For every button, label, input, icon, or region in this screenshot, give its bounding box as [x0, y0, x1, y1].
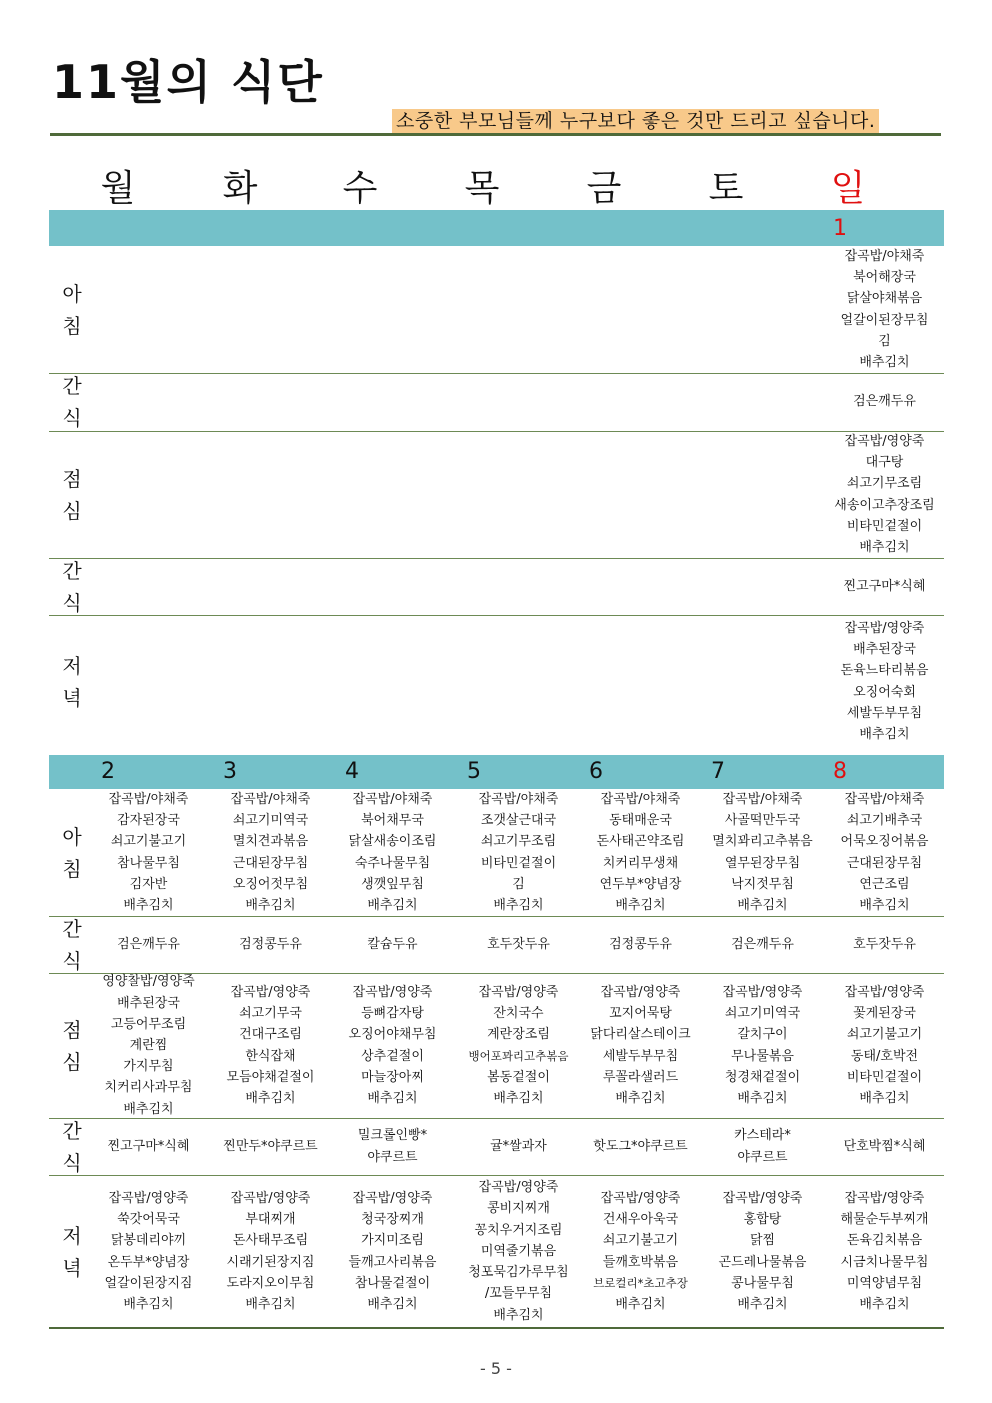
menu-item: 배추김치 — [859, 539, 910, 555]
menu-cell-breakfast — [700, 789, 825, 916]
menu-item: 부대찌개 — [245, 1212, 296, 1228]
meal-label-char: 간 — [62, 1118, 82, 1143]
menu-item: 쇠고기불고기 — [602, 1233, 679, 1249]
menu-item: 대구탕 — [865, 455, 904, 471]
menu-cell-snack2 — [822, 558, 947, 615]
menu-item: 세발두부무침 — [846, 705, 923, 721]
menu-item: 등뼈감자탕 — [361, 1006, 424, 1022]
menu-item: 배추김치 — [245, 897, 296, 913]
menu-item: 생깻잎무침 — [361, 876, 424, 892]
menu-item: 배추김치 — [859, 1296, 910, 1312]
menu-item: 쇠고기미역국 — [232, 813, 309, 829]
menu-item: 도라지오이무침 — [226, 1275, 315, 1291]
menu-item: 어묵오징어볶음 — [840, 834, 929, 850]
menu-item: 김 — [878, 333, 891, 349]
menu-item: 루꼴라샐러드 — [602, 1069, 679, 1085]
menu-item: 오징어야채무침 — [348, 1027, 437, 1043]
menu-item: 봄동겉절이 — [487, 1069, 550, 1085]
menu-cell-breakfast — [86, 789, 211, 916]
weekday-header: 일 — [830, 168, 866, 209]
menu-item: 배추김치 — [245, 1090, 296, 1106]
menu-item: 잡곡밥/영양죽 — [844, 433, 925, 449]
menu-cell-breakfast — [456, 789, 581, 916]
menu-item: 잡곡밥/야채죽 — [108, 791, 189, 807]
menu-item: 배추김치 — [245, 1296, 296, 1312]
menu-item: 세발두부무침 — [602, 1048, 679, 1064]
menu-item: 청국장찌개 — [361, 1212, 424, 1228]
menu-item: 시래기된장지짐 — [226, 1254, 315, 1270]
menu-item: 홍합탕 — [743, 1212, 782, 1228]
menu-item: 한식잡채 — [245, 1048, 296, 1064]
menu-item: 쇠고기불고기 — [110, 834, 187, 850]
meal-label-char: 저 — [62, 653, 82, 678]
meal-label-char: 심 — [62, 1049, 82, 1074]
menu-item: 오징어젓무침 — [232, 876, 309, 892]
menu-item: 꽁치우거지조림 — [474, 1222, 563, 1238]
menu-item: 핫도그*야쿠르트 — [593, 1138, 688, 1154]
menu-item: 찐고구마*식혜 — [107, 1138, 190, 1154]
menu-item: 숙주나물무침 — [354, 855, 431, 871]
menu-item: 귤*쌀과자 — [490, 1138, 547, 1154]
menu-item: 잡곡밥/영양죽 — [230, 984, 311, 1000]
menu-cell-snack2 — [700, 1118, 825, 1175]
menu-item: 영양찰밥/영양죽 — [102, 974, 195, 990]
menu-item: 쇠고기무조림 — [846, 476, 923, 492]
menu-item: 검정콩두유 — [609, 936, 672, 952]
menu-item: 배추김치 — [615, 897, 666, 913]
menu-item: 연근조림 — [859, 876, 910, 892]
meal-label-char: 간 — [62, 558, 82, 583]
menu-item: 배추김치 — [123, 897, 174, 913]
menu-cell-dinner — [330, 1175, 455, 1328]
menu-item: 근대된장무침 — [232, 855, 309, 871]
menu-item: 야쿠르트 — [367, 1149, 418, 1165]
menu-item: 배추김치 — [859, 726, 910, 742]
meal-label-char: 식 — [62, 1150, 82, 1175]
menu-item: 닭살새송이조림 — [348, 834, 437, 850]
menu-item: 찐고구마*식혜 — [843, 578, 926, 594]
menu-item: 브로컬리*초고추장 — [593, 1275, 688, 1290]
date-number: 7 — [711, 759, 725, 784]
date-number: 8 — [833, 759, 847, 784]
menu-item: 야쿠르트 — [737, 1149, 788, 1165]
menu-cell-breakfast — [578, 789, 703, 916]
weekday-header: 화 — [222, 168, 258, 209]
row-divider — [49, 373, 944, 374]
menu-item: 뱅어포꽈리고추볶음 — [468, 1048, 569, 1063]
menu-item: 잡곡밥/영양죽 — [722, 1190, 803, 1206]
meal-label-snack — [52, 558, 92, 615]
menu-cell-dinner — [822, 1175, 947, 1328]
menu-cell-snack2 — [578, 1118, 703, 1175]
menu-item: 잡곡밥/영양죽 — [478, 1180, 559, 1196]
title-rule — [50, 133, 941, 136]
menu-item: 북어해장국 — [853, 270, 916, 286]
menu-cell-dinner — [456, 1175, 581, 1328]
menu-item: 무나물볶음 — [731, 1048, 794, 1064]
menu-item: 멸치견과볶음 — [232, 834, 309, 850]
menu-cell-snack2 — [86, 1118, 211, 1175]
menu-item: 쇠고기불고기 — [846, 1027, 923, 1043]
menu-item: 비타민겉절이 — [846, 1069, 923, 1085]
menu-cell-lunch — [578, 973, 703, 1118]
menu-item: 쇠고기미역국 — [724, 1006, 801, 1022]
page-title: 11월의 식단 — [52, 55, 324, 109]
menu-cell-dinner — [86, 1175, 211, 1328]
menu-item: 가지미조림 — [361, 1233, 424, 1249]
page-number: - 5 - — [480, 1359, 512, 1378]
menu-item: 마늘장아찌 — [361, 1069, 424, 1085]
menu-item: 배추김치 — [737, 1296, 788, 1312]
menu-item: 찐만두*야쿠르트 — [223, 1138, 318, 1154]
meal-label-char: 식 — [62, 590, 82, 615]
menu-item: 곤드레나물볶음 — [718, 1254, 807, 1270]
menu-item: 잡곡밥/야채죽 — [478, 791, 559, 807]
menu-item: 들깨고사리볶음 — [348, 1254, 437, 1270]
menu-item: 잡곡밥/야채죽 — [844, 791, 925, 807]
row-divider — [49, 1327, 944, 1329]
menu-item: 잡곡밥/영양죽 — [230, 1190, 311, 1206]
date-number: 5 — [467, 759, 481, 784]
menu-cell-snack1 — [578, 916, 703, 973]
menu-cell-snack2 — [330, 1118, 455, 1175]
menu-item: 얼갈이된장무침 — [840, 312, 929, 328]
menu-item: 배추김치 — [737, 897, 788, 913]
weekday-header: 수 — [342, 168, 378, 209]
meal-label-char: 간 — [62, 374, 82, 398]
menu-item: 김자반 — [129, 876, 168, 892]
menu-item: 가지무침 — [123, 1059, 174, 1075]
menu-item: 모듬야채겉절이 — [226, 1069, 315, 1085]
menu-item: 열무된장무침 — [724, 855, 801, 871]
menu-cell-lunch — [330, 973, 455, 1118]
menu-item: 배추된장국 — [117, 995, 180, 1011]
menu-item: 멸치꽈리고추볶음 — [712, 834, 813, 850]
menu-item: 참나물무침 — [117, 855, 180, 871]
menu-item: 잡곡밥/영양죽 — [352, 984, 433, 1000]
weekday-header: 토 — [708, 168, 744, 209]
menu-item: 동태매운국 — [609, 813, 672, 829]
menu-item: 배추김치 — [493, 1090, 544, 1106]
menu-item: 쇠고기무국 — [239, 1006, 302, 1022]
menu-cell-snack1 — [822, 916, 947, 973]
date-number: 1 — [833, 216, 847, 241]
menu-item: 돈육김치볶음 — [846, 1233, 923, 1249]
menu-item: 배추김치 — [615, 1296, 666, 1312]
menu-item: 쇠고기배추국 — [846, 813, 923, 829]
menu-item: 돈사태무조림 — [232, 1233, 309, 1249]
menu-item: 잡곡밥/영양죽 — [844, 620, 925, 636]
menu-item: 꼬지어묵탕 — [609, 1006, 672, 1022]
menu-item: 검은깨두유 — [117, 936, 180, 952]
date-number: 4 — [345, 759, 359, 784]
meal-label-lunch — [52, 431, 92, 558]
menu-item: 근대된장무침 — [846, 855, 923, 871]
menu-item: 시금치나물무침 — [840, 1254, 929, 1270]
meal-label-char: 점 — [62, 1017, 82, 1042]
menu-cell-snack2 — [208, 1118, 333, 1175]
meal-label-char: 식 — [62, 948, 82, 973]
meal-label-breakfast — [52, 246, 92, 373]
menu-item: 잔치국수 — [493, 1006, 544, 1022]
menu-cell-dinner — [578, 1175, 703, 1328]
menu-cell-dinner — [700, 1175, 825, 1328]
meal-label-char: 침 — [62, 856, 82, 881]
menu-cell-breakfast — [822, 789, 947, 916]
meal-label-char: 점 — [62, 466, 82, 491]
menu-item: 배추김치 — [367, 897, 418, 913]
menu-item: 건새우아욱국 — [602, 1212, 679, 1228]
weekday-header: 금 — [586, 168, 622, 209]
menu-item: 잡곡밥/영양죽 — [844, 1190, 925, 1206]
meal-label-char: 심 — [62, 498, 82, 523]
menu-item: 치커리사과무침 — [104, 1080, 193, 1096]
week-date-band — [49, 210, 944, 246]
menu-item: 잡곡밥/영양죽 — [478, 984, 559, 1000]
menu-item: 배추김치 — [859, 354, 910, 370]
menu-item: 동태/호박전 — [850, 1048, 919, 1064]
date-number: 3 — [223, 759, 237, 784]
menu-item: 참나물겉절이 — [354, 1275, 431, 1291]
menu-item: 잡곡밥/영양죽 — [108, 1190, 189, 1206]
menu-item: 감자된장국 — [117, 813, 180, 829]
menu-cell-snack1 — [86, 916, 211, 973]
menu-cell-snack1 — [456, 916, 581, 973]
menu-cell-breakfast — [330, 789, 455, 916]
menu-item: 닭다리살스테이크 — [590, 1027, 691, 1043]
meal-label-snack — [52, 373, 92, 431]
menu-item: 청포묵김가루무침 — [468, 1265, 569, 1281]
menu-cell-snack2 — [822, 1118, 947, 1175]
menu-item: 배추김치 — [367, 1090, 418, 1106]
menu-cell-snack2 — [456, 1118, 581, 1175]
menu-item: 치커리무생채 — [602, 855, 679, 871]
menu-cell-lunch — [456, 973, 581, 1118]
week-date-band — [49, 755, 944, 789]
meal-label-dinner — [52, 615, 92, 748]
row-divider — [49, 615, 944, 616]
menu-item: 잡곡밥/영양죽 — [600, 1190, 681, 1206]
menu-item: 검정콩두유 — [239, 936, 302, 952]
date-number: 6 — [589, 759, 603, 784]
menu-item: 미역줄기볶음 — [480, 1243, 557, 1259]
menu-item: 청경채겉절이 — [724, 1069, 801, 1085]
menu-item: 단호박찜*식혜 — [843, 1138, 926, 1154]
menu-item: 연두부*양념장 — [599, 876, 682, 892]
menu-item: 오징어숙회 — [853, 684, 916, 700]
weekday-header: 목 — [464, 168, 500, 209]
menu-item: 검은깨두유 — [853, 394, 916, 410]
menu-cell-dinner — [822, 615, 947, 748]
menu-item: 계란찜 — [129, 1037, 168, 1053]
menu-cell-lunch — [86, 973, 211, 1118]
menu-item: 배추김치 — [859, 1090, 910, 1106]
menu-cell-breakfast — [208, 789, 333, 916]
menu-item: 온두부*양념장 — [107, 1254, 190, 1270]
menu-cell-breakfast — [822, 246, 947, 373]
menu-item: 비타민겉절이 — [846, 518, 923, 534]
menu-cell-lunch — [700, 973, 825, 1118]
menu-item: 새송이고추장조림 — [834, 497, 935, 513]
menu-item: 비타민겉절이 — [480, 855, 557, 871]
menu-item: 배추김치 — [123, 1101, 174, 1117]
menu-item: 배추김치 — [615, 1090, 666, 1106]
menu-cell-dinner — [208, 1175, 333, 1328]
row-divider — [49, 431, 944, 432]
menu-item: 잡곡밥/야채죽 — [844, 248, 925, 264]
menu-item: 얼갈이된장지짐 — [104, 1275, 193, 1291]
menu-item: 고등어무조림 — [110, 1016, 187, 1032]
menu-item: 잡곡밥/야채죽 — [722, 791, 803, 807]
menu-item: 칼슘두유 — [367, 936, 418, 952]
menu-item: 밀크롤인빵* — [357, 1128, 428, 1144]
menu-item: 배추김치 — [123, 1296, 174, 1312]
meal-label-char: 간 — [62, 916, 82, 941]
menu-item: 배추김치 — [493, 897, 544, 913]
menu-item: 갈치구이 — [737, 1027, 788, 1043]
menu-item: 쑥갓어묵국 — [117, 1212, 180, 1228]
date-number: 2 — [101, 759, 115, 784]
meal-label-char: 아 — [62, 824, 82, 849]
meal-label-char: 침 — [62, 313, 82, 338]
menu-item: /꼬들무무침 — [484, 1286, 553, 1302]
menu-item: 콩비지찌개 — [487, 1201, 550, 1217]
menu-item: 닭찜 — [749, 1233, 776, 1249]
meal-label-char: 저 — [62, 1223, 82, 1248]
menu-item: 돈육느타리볶음 — [840, 663, 929, 679]
menu-item: 배추김치 — [737, 1090, 788, 1106]
menu-item: 돈사태곤약조림 — [596, 834, 685, 850]
menu-item: 잡곡밥/야채죽 — [600, 791, 681, 807]
menu-item: 잡곡밥/야채죽 — [352, 791, 433, 807]
menu-item: 검은깨두유 — [731, 936, 794, 952]
menu-item: 계란장조림 — [487, 1027, 550, 1043]
menu-item: 김 — [512, 876, 525, 892]
menu-cell-snack1 — [822, 373, 947, 431]
row-divider — [49, 558, 944, 559]
menu-item: 꽃게된장국 — [853, 1006, 916, 1022]
menu-cell-snack1 — [700, 916, 825, 973]
menu-item: 카스테라* — [734, 1128, 791, 1144]
menu-cell-snack1 — [208, 916, 333, 973]
menu-item: 배추김치 — [367, 1296, 418, 1312]
menu-item: 호두잣두유 — [487, 936, 550, 952]
menu-item: 닭살야채볶음 — [846, 291, 923, 307]
meal-label-char: 녁 — [62, 685, 82, 710]
menu-item: 잡곡밥/영양죽 — [352, 1190, 433, 1206]
menu-cell-snack1 — [330, 916, 455, 973]
menu-item: 조갯살근대국 — [480, 813, 557, 829]
subtitle-banner: 소중한 부모님들께 누구보다 좋은 것만 드리고 싶습니다. — [392, 109, 879, 133]
menu-item: 잡곡밥/야채죽 — [230, 791, 311, 807]
menu-item: 닭봉데리야끼 — [110, 1233, 187, 1249]
menu-item: 호두잣두유 — [853, 936, 916, 952]
menu-item: 배추된장국 — [853, 642, 916, 658]
menu-cell-lunch — [822, 431, 947, 558]
menu-item: 해물순두부찌개 — [840, 1212, 929, 1228]
menu-item: 낙지젓무침 — [731, 876, 794, 892]
menu-item: 잡곡밥/영양죽 — [844, 984, 925, 1000]
menu-cell-lunch — [208, 973, 333, 1118]
weekday-header: 월 — [100, 168, 136, 209]
menu-item: 상추겉절이 — [361, 1048, 424, 1064]
menu-item: 쇠고기무조림 — [480, 834, 557, 850]
meal-label-char: 녁 — [62, 1255, 82, 1280]
meal-label-char: 식 — [62, 406, 82, 430]
menu-item: 들깨호박볶음 — [602, 1254, 679, 1270]
menu-item: 잡곡밥/영양죽 — [722, 984, 803, 1000]
menu-item: 콩나물무침 — [731, 1275, 794, 1291]
menu-item: 미역양념무침 — [846, 1275, 923, 1291]
menu-item: 배추김치 — [859, 897, 910, 913]
menu-item: 잡곡밥/영양죽 — [600, 984, 681, 1000]
menu-item: 사골떡만두국 — [724, 813, 801, 829]
menu-item: 북어채무국 — [361, 813, 424, 829]
meal-label-char: 아 — [62, 281, 82, 306]
menu-item: 건대구조림 — [239, 1027, 302, 1043]
menu-item: 배추김치 — [493, 1307, 544, 1323]
menu-cell-lunch — [822, 973, 947, 1118]
